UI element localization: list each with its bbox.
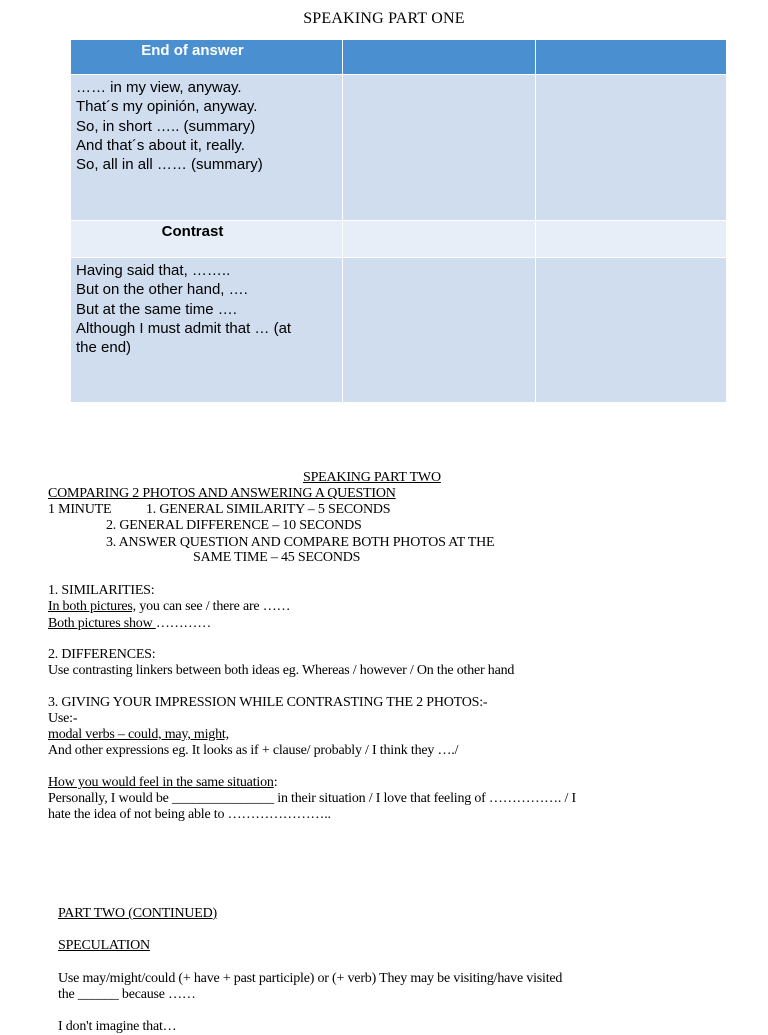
- continued-title: PART TWO (CONTINUED): [58, 906, 218, 921]
- contrast-empty-cell-2: [343, 221, 536, 258]
- contrast-header-cell: [71, 221, 343, 258]
- end-line: So, all in all …… (summary): [76, 156, 263, 174]
- feel-heading: [48, 775, 277, 791]
- end-line: …… in my view, anyway.: [76, 79, 242, 96]
- contrast-body-empty-cell-2: [343, 258, 536, 403]
- feel-line-2: hate the idea of not being able to …………………..: [48, 807, 331, 822]
- similarities-line-2: [48, 616, 211, 632]
- part-one-title: SPEAKING PART ONE: [303, 10, 465, 27]
- timing-step-1: 1. GENERAL SIMILARITY – 5 SECONDS: [146, 502, 391, 517]
- similarities-line-2-underlined: Both pictures show: [48, 616, 156, 631]
- timing-step-2: 2. GENERAL DIFFERENCE – 10 SECONDS: [106, 518, 362, 533]
- differences-heading: 2. DIFFERENCES:: [48, 647, 156, 662]
- similarities-line-1-underlined: In both pictures,: [48, 599, 136, 614]
- differences-line: Use contrasting linkers between both ideas eg. Whereas / however / On the other hand: [48, 663, 515, 678]
- contrast-line: Having said that, ……..: [76, 262, 231, 279]
- speculation-line-1: Use may/might/could (+ have + past participle) or (+ verb) They may be visiting/have visited: [58, 971, 563, 986]
- feel-heading-colon: :: [273, 775, 278, 790]
- feel-heading-underlined: How you would feel in the same situation: [48, 775, 274, 790]
- contrast-header: Contrast: [161, 223, 224, 240]
- impression-modal-verbs: modal verbs – could, may, might,: [48, 727, 229, 742]
- contrast-body-empty-cell-3: [536, 258, 727, 403]
- end-empty-cell-3: [536, 75, 727, 221]
- contrast-line: But at the same time ….: [76, 300, 237, 318]
- similarities-line-1-rest: you can see / there are ……: [135, 599, 291, 614]
- contrast-line: the end): [76, 339, 132, 357]
- linkers-table: [70, 39, 727, 403]
- timing-step-3a: 3. ANSWER QUESTION AND COMPARE BOTH PHOTOS AT THE: [106, 535, 495, 550]
- timing-minute: 1 MINUTE: [48, 502, 112, 517]
- header-empty-cell-3: [536, 40, 727, 75]
- contrast-lines-cell: [71, 258, 343, 403]
- contrast-lines: [71, 258, 342, 357]
- feel-line-1: Personally, I would be _______________ in their situation / I love that feeling of ……………. / I: [48, 791, 576, 806]
- timing-step-3b: SAME TIME – 45 SECONDS: [193, 550, 361, 565]
- end-of-answer-lines-cell: [71, 75, 343, 221]
- similarities-line-2-rest: …………: [155, 616, 212, 631]
- end-line: And that´s about it, really.: [76, 136, 245, 154]
- contrast-empty-cell-3: [536, 221, 727, 258]
- end-line: So, in short ….. (summary): [76, 117, 256, 135]
- similarities-line-1: [48, 599, 290, 615]
- similarities-heading: 1. SIMILARITIES:: [48, 583, 155, 598]
- part-two-title: SPEAKING PART TWO: [303, 470, 441, 485]
- end-line: That´s my opinión, anyway.: [76, 98, 258, 116]
- part-two-subtitle: COMPARING 2 PHOTOS AND ANSWERING A QUESTION: [48, 486, 396, 501]
- header-empty-cell-2: [343, 40, 536, 75]
- end-of-answer-lines: [71, 75, 342, 174]
- impression-other-expressions: And other expressions eg. It looks as if + clause/ probably / I think they …./: [48, 743, 459, 758]
- contrast-line: But on the other hand, ….: [76, 281, 248, 299]
- end-empty-cell-2: [343, 75, 536, 221]
- end-of-answer-header-cell: [71, 40, 343, 75]
- impression-heading: 3. GIVING YOUR IMPRESSION WHILE CONTRASTING THE 2 PHOTOS:-: [48, 695, 488, 710]
- speculation-heading: SPECULATION: [58, 938, 150, 953]
- speculation-cutoff-line: I don't imagine that…: [58, 1019, 177, 1034]
- impression-use: Use:-: [48, 711, 78, 726]
- speculation-line-2: the ______ because ……: [58, 987, 196, 1002]
- contrast-line: Although I must admit that … (at: [76, 319, 292, 337]
- end-of-answer-header: End of answer: [141, 42, 244, 59]
